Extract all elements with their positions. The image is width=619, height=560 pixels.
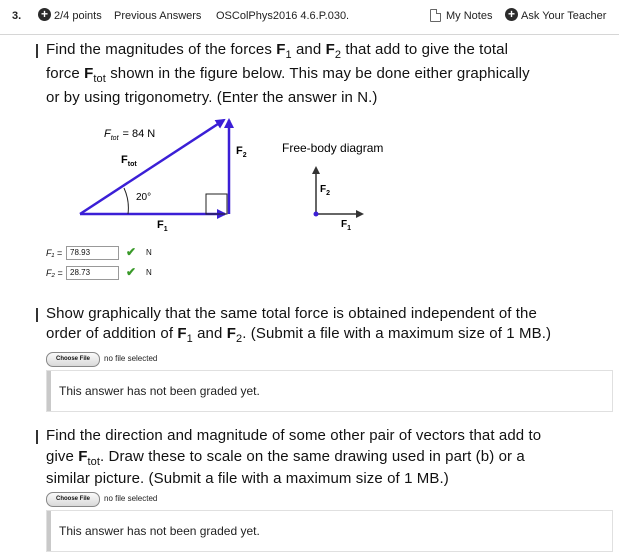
problem-id: OSColPhys2016 4.6.P.030. <box>216 10 350 22</box>
vector-f: F <box>276 41 286 58</box>
choose-file-button-c[interactable]: Choose File <box>46 492 100 507</box>
part-b-marker <box>36 308 38 322</box>
points-label: 2/4 points <box>54 10 102 22</box>
no-file-label-b: no file selected <box>104 354 158 363</box>
no-file-label-c: no file selected <box>104 494 158 503</box>
grade-status-box-c <box>46 510 613 552</box>
sub: 2 <box>235 333 243 345</box>
ftot-label: $F_{tot} = 84$ N <box>104 128 156 142</box>
text: shown in the figure below. This may be done either graphically <box>105 65 530 82</box>
f2-answer-label: F₂ = <box>46 268 63 278</box>
previous-answers-link[interactable]: Previous Answers <box>114 10 202 22</box>
vector-f: F <box>177 325 187 342</box>
plus-circle-icon[interactable]: + <box>38 8 51 21</box>
grade-status-text-b: This answer has not been graded yet. <box>59 384 260 398</box>
fbd-f2-label: $F_2$ <box>320 184 331 197</box>
sub: 2 <box>334 49 342 61</box>
part-a-marker <box>36 44 38 58</box>
text: order of addition of <box>46 325 178 342</box>
text: force <box>46 65 85 82</box>
part-c-marker <box>36 430 38 444</box>
text: give <box>46 448 79 465</box>
my-notes-link[interactable]: My Notes <box>446 10 493 22</box>
answer-row-f1 <box>46 246 216 262</box>
check-icon: ✔ <box>126 265 137 279</box>
f2-label: $F_2$ <box>236 145 247 159</box>
question-header <box>0 0 619 35</box>
ask-teacher-link[interactable]: Ask Your Teacher <box>521 10 607 22</box>
right-angle-marker <box>206 194 227 214</box>
grade-status-bar <box>47 511 51 551</box>
vector-f: F <box>226 325 236 342</box>
fbd-f1-label: $F_1$ <box>341 219 352 232</box>
text: Find the magnitudes of the forces <box>46 41 277 58</box>
text: . Draw these to scale on the same drawing used in part (b) or a <box>99 448 525 465</box>
text: . (Submit a file with a maximum size of 1 MB.) <box>242 325 552 342</box>
sub: tot <box>93 73 106 85</box>
check-icon: ✔ <box>126 245 137 259</box>
part-c-line3: similar picture. (Submit a file with a maximum size of 1 MB.) <box>46 470 449 487</box>
force-figure <box>0 110 619 240</box>
f1-label: $F_1$ <box>157 219 168 233</box>
sub: 1 <box>186 333 193 345</box>
text: that add to give the total <box>341 41 509 58</box>
part-a-line1 <box>46 38 508 63</box>
angle-arc <box>124 188 128 214</box>
grade-status-bar <box>47 371 51 411</box>
plus-circle-icon-ask[interactable]: + <box>505 8 518 21</box>
part-c-line1: Find the direction and magnitude of some other pair of vectors that add to <box>46 427 542 444</box>
sub: 1 <box>285 49 292 61</box>
text: and <box>192 325 227 342</box>
grade-status-box-b <box>46 370 613 412</box>
notes-icon[interactable] <box>430 9 441 22</box>
sub: tot <box>87 456 100 468</box>
text: and <box>291 41 326 58</box>
part-b-line2 <box>46 322 551 347</box>
question-number: 3. <box>12 10 22 22</box>
part-a-line3: or by using trigonometry. (Enter the answer in N.) <box>46 89 378 106</box>
f2-input[interactable]: 28.73 <box>66 266 119 280</box>
vector-f: F <box>325 41 335 58</box>
ftot-vector-label: $F_{tot}$ <box>121 154 137 168</box>
f1-input[interactable]: 78.93 <box>66 246 119 260</box>
fbd-title: Free-body diagram <box>282 141 384 155</box>
part-b-line1: Show graphically that the same total force is obtained independent of the <box>46 305 537 322</box>
part-a-line2 <box>46 62 530 87</box>
angle-label: 20° <box>136 192 152 203</box>
grade-status-text-c: This answer has not been graded yet. <box>59 524 260 538</box>
fbd-origin-dot <box>314 212 319 217</box>
choose-file-button-b[interactable]: Choose File <box>46 352 100 367</box>
f1-answer-label: F₁ = <box>46 248 63 258</box>
vector-f: F <box>84 65 94 82</box>
answer-row-f2 <box>46 266 216 282</box>
unit-label: N <box>146 248 152 257</box>
vector-f: F <box>78 448 88 465</box>
unit-label: N <box>146 268 152 277</box>
